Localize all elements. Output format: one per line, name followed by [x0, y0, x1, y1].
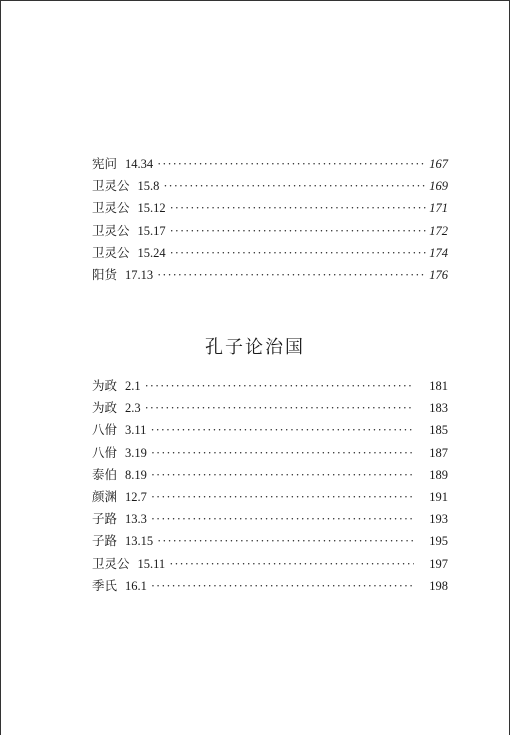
toc-entry-ref: 12.7 [125, 489, 147, 504]
toc-entry [92, 487, 448, 509]
toc-entry-ref: 15.8 [137, 179, 160, 194]
toc-entry-ref: 14.34 [125, 157, 154, 171]
toc-entry-label: 子路 [92, 511, 118, 527]
toc-dot-leader [170, 224, 428, 239]
toc-entry-page: 169 [429, 179, 448, 194]
toc-dot-leader [145, 401, 414, 416]
toc-entry-ref: 15.24 [137, 245, 166, 260]
toc-entry-page: 191 [429, 489, 448, 504]
toc-dot-leader [170, 246, 428, 261]
toc-dot-leader [151, 579, 414, 594]
toc-entry-label: 子路 [92, 533, 118, 549]
toc-entry-label: 为政 [92, 400, 118, 416]
toc-entry-ref: 16.1 [125, 578, 147, 593]
toc-entry-ref: 13.15 [125, 534, 154, 549]
toc-entry-label: 卫灵公 [92, 555, 130, 571]
toc-entry [92, 465, 448, 487]
toc-entry-label: 阳货 [92, 266, 118, 282]
toc-entry-page: 176 [429, 267, 448, 282]
toc-entry-ref: 2.1 [125, 379, 141, 393]
toc-entry-page: 189 [429, 467, 448, 482]
toc-entry [92, 376, 448, 398]
toc-entry [92, 198, 448, 220]
toc-dot-leader [163, 179, 427, 194]
toc-entry-label: 八佾 [92, 444, 118, 460]
toc-dot-leader [169, 557, 414, 572]
toc-entry-ref: 13.3 [125, 512, 147, 527]
toc-entry [92, 509, 448, 531]
toc-entry-page: 174 [429, 245, 448, 260]
toc-dot-leader [151, 512, 414, 527]
toc-section-2 [92, 376, 448, 598]
toc-entry [92, 154, 448, 176]
toc-entry [92, 576, 448, 598]
toc-entry-page: 167 [429, 157, 448, 171]
toc-entry-label: 季氏 [92, 577, 118, 593]
toc-entry-label: 八佾 [92, 422, 118, 438]
toc-entry [92, 531, 448, 553]
toc-entry-ref: 15.17 [137, 223, 166, 238]
toc-entry-page: 198 [429, 578, 448, 593]
toc-entry-ref: 3.11 [125, 423, 147, 438]
toc-entry [92, 221, 448, 243]
toc-entry-page: 193 [429, 512, 448, 527]
toc-entry [92, 398, 448, 420]
toc-entry-label: 泰伯 [92, 466, 118, 482]
toc-entry-ref: 15.12 [137, 201, 166, 216]
toc-entry-label: 颜渊 [92, 488, 118, 504]
toc-dot-leader [151, 468, 414, 483]
toc-entry [92, 265, 448, 287]
toc-entry [92, 554, 448, 576]
toc-entry-page: 181 [429, 379, 448, 393]
toc-dot-leader [145, 379, 414, 394]
toc-entry-label: 宪问 [92, 156, 118, 171]
toc-dot-leader [157, 157, 427, 172]
toc-entry-page: 197 [429, 556, 448, 571]
toc-entry-ref: 8.19 [125, 467, 147, 482]
toc-entry-page: 195 [429, 534, 448, 549]
toc-dot-leader [157, 268, 427, 283]
toc-entry-label: 卫灵公 [92, 178, 130, 194]
toc-entry-page: 183 [429, 401, 448, 416]
toc-entry-page: 172 [429, 223, 448, 238]
section-title: 孔子论治国 [205, 337, 305, 358]
toc-entry-label: 卫灵公 [92, 200, 130, 216]
toc-entry [92, 420, 448, 442]
toc-dot-leader [151, 446, 414, 461]
toc-entry-page: 171 [429, 201, 448, 216]
toc-section-1 [92, 154, 448, 287]
toc-entry-ref: 2.3 [125, 401, 141, 416]
toc-entry-label: 为政 [92, 378, 118, 393]
toc-dot-leader [151, 490, 414, 505]
toc-dot-leader [170, 201, 428, 216]
toc-dot-leader [150, 423, 414, 438]
toc-entry [92, 243, 448, 265]
toc-entry-ref: 15.11 [137, 556, 166, 571]
toc-entry [92, 443, 448, 465]
toc-entry-page: 187 [429, 445, 448, 460]
toc-entry-label: 卫灵公 [92, 222, 130, 238]
toc-dot-leader [157, 534, 414, 549]
toc-entry-ref: 3.19 [125, 445, 147, 460]
toc-entry [92, 176, 448, 198]
toc-entry-page: 185 [429, 423, 448, 438]
toc-entry-ref: 17.13 [125, 267, 154, 282]
toc-entry-label: 卫灵公 [92, 244, 130, 260]
